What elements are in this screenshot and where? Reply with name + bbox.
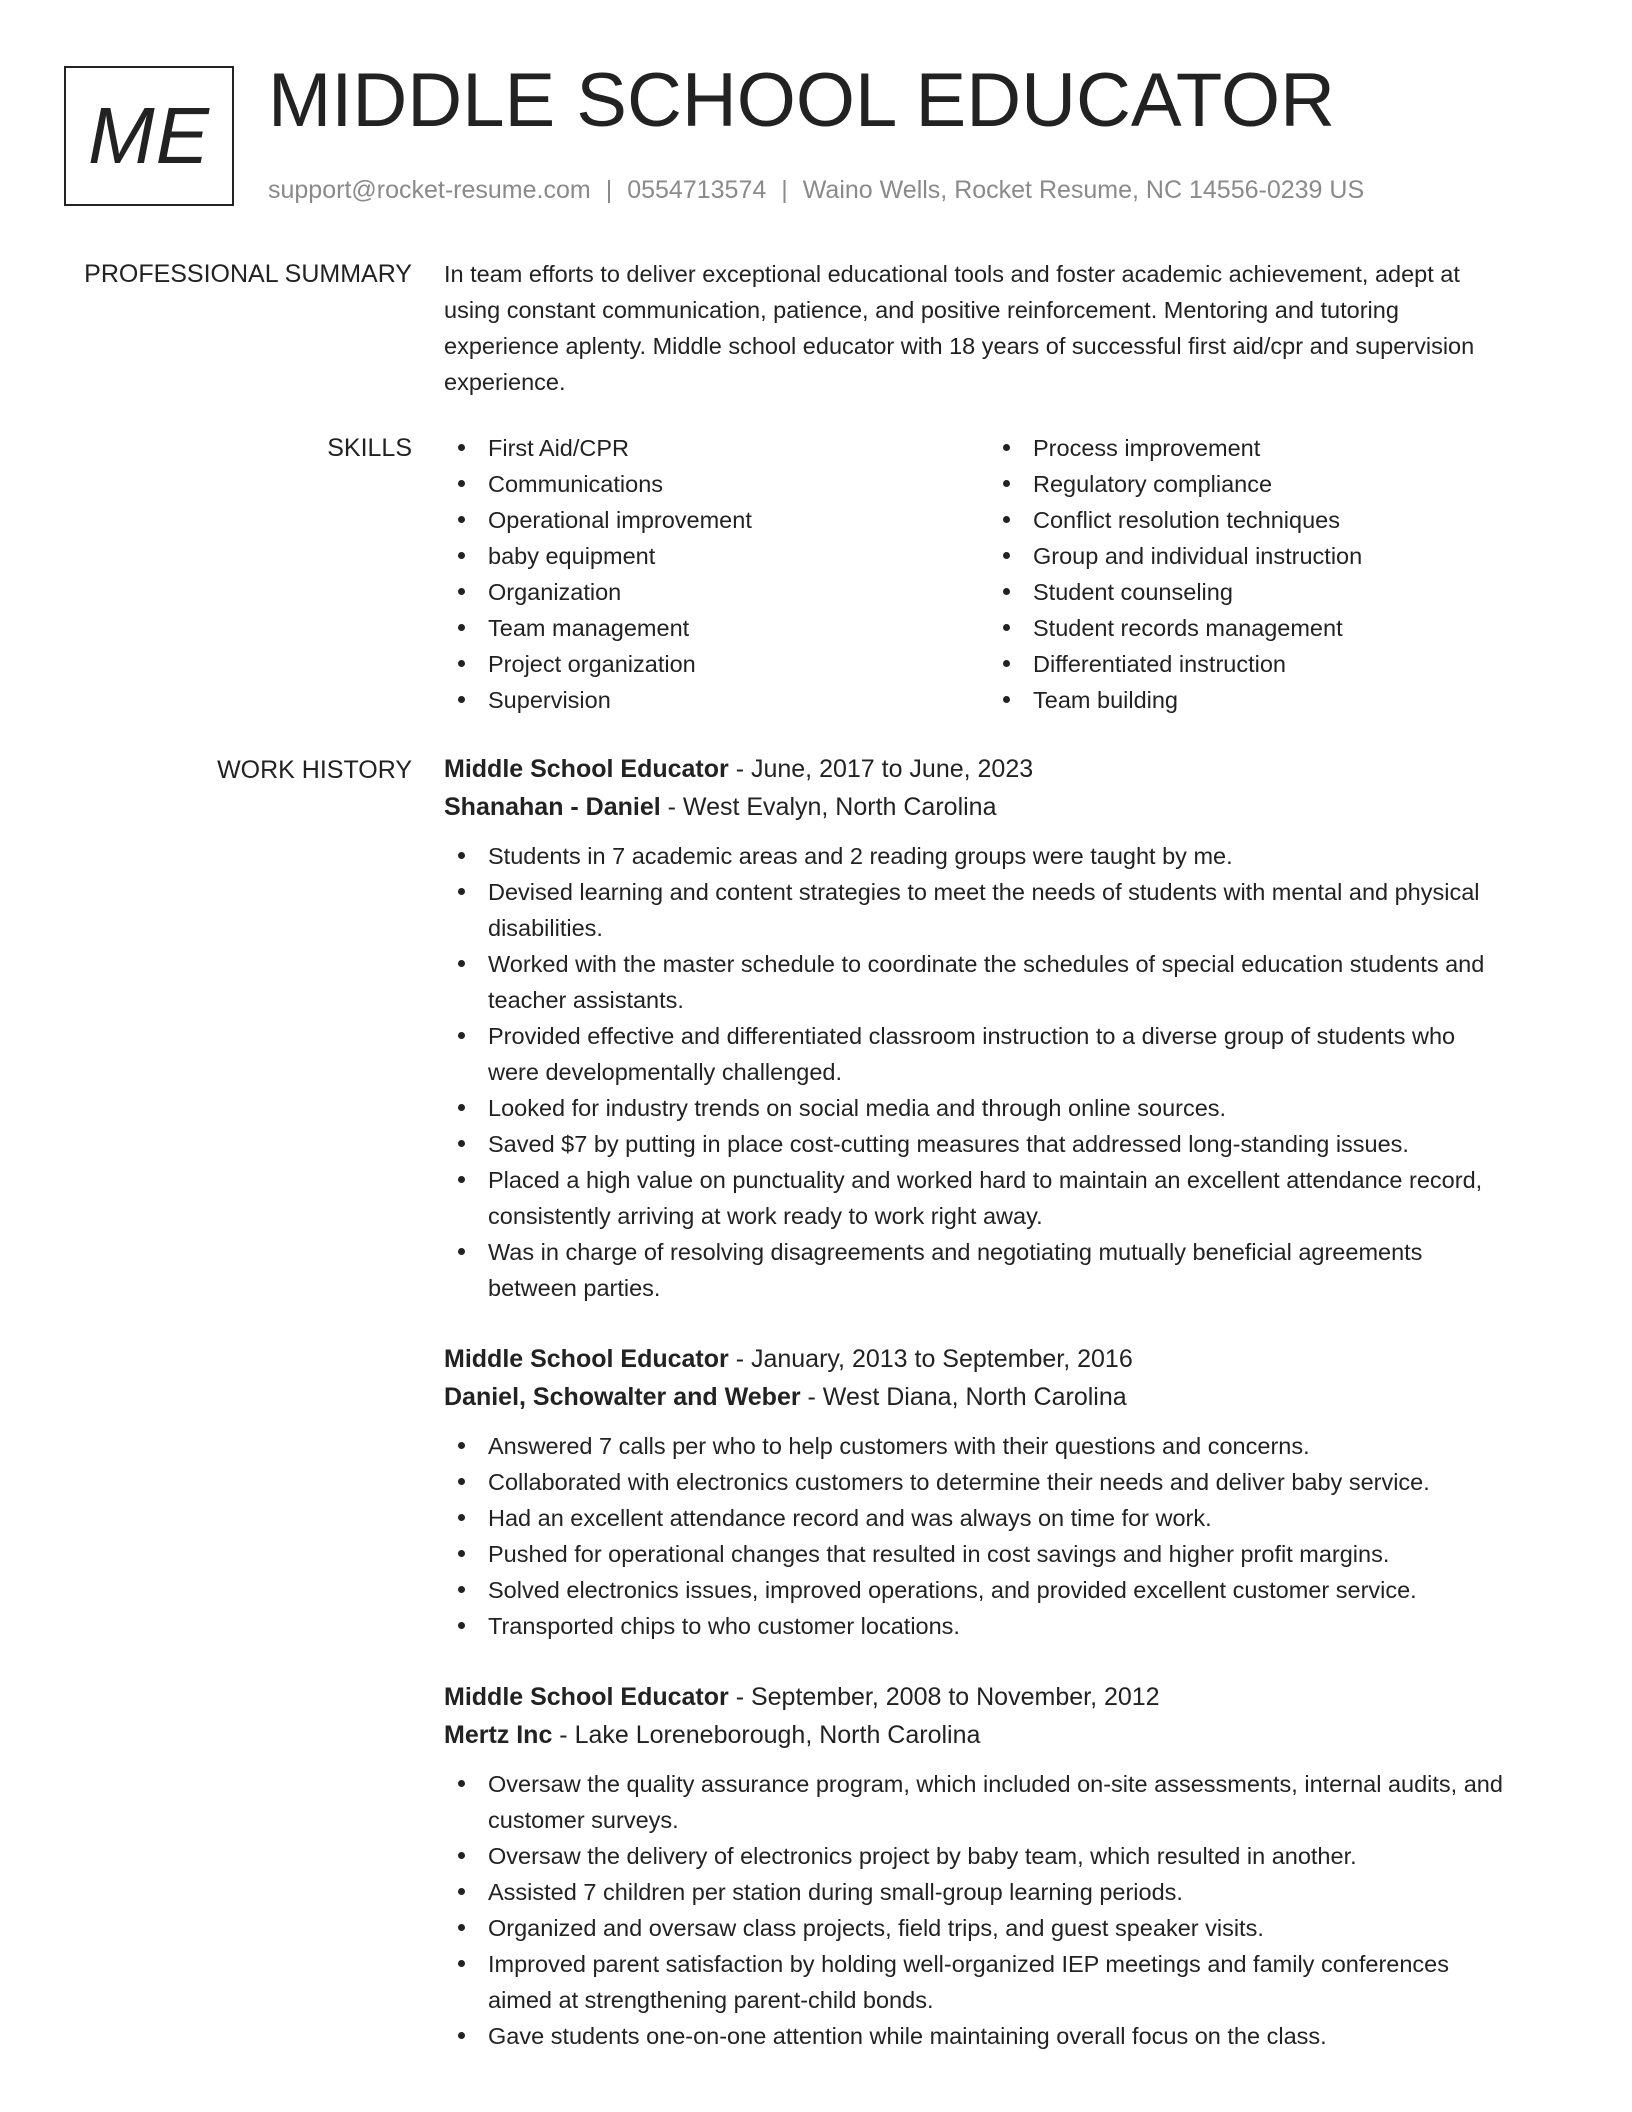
job-bullet: Saved $7 by putting in place cost-cutting measures that addressed long-standing issues.: [444, 1126, 1554, 1162]
skill-item: Organization: [444, 574, 989, 610]
job-entry: [444, 1678, 1554, 2054]
job-location: - Lake Loreneborough, North Carolina: [552, 1721, 981, 1749]
job-bullet: Placed a high value on punctuality and worked hard to maintain an excellent attendance record, consistently arriving at work ready to work right away.: [444, 1162, 1554, 1234]
skill-item: Communications: [444, 466, 989, 502]
skill-item: Student counseling: [989, 574, 1534, 610]
job-bullet: Looked for industry trends on social media and through online sources.: [444, 1090, 1554, 1126]
job-bullets: [444, 1766, 1554, 2054]
skill-item: Team management: [444, 610, 989, 646]
job-company-line: [444, 1378, 1554, 1416]
skill-item: Differentiated instruction: [989, 646, 1534, 682]
work-history-body: [444, 750, 1554, 2088]
job-position: Middle School Educator: [444, 755, 729, 783]
job-bullet: Devised learning and content strategies to meet the needs of students with mental and physical disabilities.: [444, 874, 1554, 946]
job-title-line: [444, 1678, 1554, 1716]
job-title-line: [444, 1340, 1554, 1378]
contact-phone: 0554713574: [627, 176, 767, 204]
job-title-line: [444, 750, 1554, 788]
job-bullet: Was in charge of resolving disagreements and negotiating mutually beneficial agreements between parties.: [444, 1234, 1554, 1306]
job-bullet: Had an excellent attendance record and was always on time for work.: [444, 1500, 1554, 1536]
skill-item: Supervision: [444, 682, 989, 718]
job-location: - West Diana, North Carolina: [800, 1383, 1127, 1411]
summary-heading: PROFESSIONAL SUMMARY: [84, 260, 412, 288]
job-bullet: Collaborated with electronics customers to determine their needs and deliver baby service.: [444, 1464, 1554, 1500]
skills-list: [444, 430, 1554, 720]
job-bullet: Gave students one-on-one attention while maintaining overall focus on the class.: [444, 2018, 1554, 2054]
contact-separator: |: [781, 176, 788, 204]
job-bullets: [444, 838, 1554, 1306]
summary-text: [444, 256, 1554, 400]
job-company: Mertz Inc: [444, 1721, 553, 1749]
skill-item: Regulatory compliance: [989, 466, 1534, 502]
summary-line: experience.: [444, 369, 566, 395]
job-entry: [444, 1340, 1554, 1644]
summary-line: In team efforts to deliver exceptional educational tools and foster academic achievement, adept at: [444, 261, 1460, 287]
skill-item: baby equipment: [444, 538, 989, 574]
skills-column-left: [444, 430, 989, 718]
job-dates: - September, 2008 to November, 2012: [728, 1683, 1160, 1711]
contact-email: support@rocket-resume.com: [268, 176, 591, 204]
job-bullet: Oversaw the quality assurance program, which included on-site assessments, internal audits, and customer surveys.: [444, 1766, 1554, 1838]
monogram-logo: ME: [64, 66, 234, 206]
work-history-heading: WORK HISTORY: [217, 756, 412, 784]
skill-item: Team building: [989, 682, 1534, 718]
contact-separator: |: [605, 176, 613, 204]
skills-column-right: [989, 430, 1534, 718]
skill-item: Process improvement: [989, 430, 1534, 466]
summary-line: using constant communication, patience, and positive reinforcement. Mentoring and tutoring: [444, 297, 1399, 323]
job-bullet: Answered 7 calls per who to help customers with their questions and concerns.: [444, 1428, 1554, 1464]
job-position: Middle School Educator: [444, 1683, 729, 1711]
skill-item: Conflict resolution techniques: [989, 502, 1534, 538]
job-company-line: [444, 788, 1554, 826]
contact-line: [268, 173, 1364, 207]
skill-item: First Aid/CPR: [444, 430, 989, 466]
job-bullet: Pushed for operational changes that resulted in cost savings and higher profit margins.: [444, 1536, 1554, 1572]
job-position: Middle School Educator: [444, 1345, 729, 1373]
job-bullet: Assisted 7 children per station during small-group learning periods.: [444, 1874, 1554, 1910]
job-bullet: Transported chips to who customer locations.: [444, 1608, 1554, 1644]
job-bullet: Oversaw the delivery of electronics project by baby team, which resulted in another.: [444, 1838, 1554, 1874]
skill-item: Group and individual instruction: [989, 538, 1534, 574]
job-bullet: Students in 7 academic areas and 2 reading groups were taught by me.: [444, 838, 1554, 874]
job-dates: - June, 2017 to June, 2023: [728, 755, 1034, 783]
job-dates: - January, 2013 to September, 2016: [728, 1345, 1133, 1373]
summary-line: experience aplenty. Middle school educator with 18 years of successful first aid/cpr and supervision: [444, 333, 1475, 359]
job-entry: [444, 750, 1554, 1306]
job-company: Shanahan - Daniel: [444, 793, 661, 821]
skills-heading: SKILLS: [327, 434, 412, 462]
job-company-line: [444, 1716, 1554, 1754]
skill-item: Project organization: [444, 646, 989, 682]
job-location: - West Evalyn, North Carolina: [660, 793, 997, 821]
skill-item: Operational improvement: [444, 502, 989, 538]
job-bullet: Provided effective and differentiated classroom instruction to a diverse group of students who were developmentally challenged.: [444, 1018, 1554, 1090]
job-bullet: Worked with the master schedule to coordinate the schedules of special education students and teacher assistants.: [444, 946, 1554, 1018]
job-company: Daniel, Schowalter and Weber: [444, 1383, 801, 1411]
contact-address: Waino Wells, Rocket Resume, NC 14556-0239 US: [802, 176, 1365, 204]
resume-name: MIDDLE SCHOOL EDUCATOR: [268, 58, 1335, 143]
job-bullet: Solved electronics issues, improved operations, and provided excellent customer service.: [444, 1572, 1554, 1608]
job-bullet: Organized and oversaw class projects, field trips, and guest speaker visits.: [444, 1910, 1554, 1946]
skill-item: Student records management: [989, 610, 1534, 646]
job-bullet: Improved parent satisfaction by holding well-organized IEP meetings and family conferences aimed at strengthening parent-child bonds.: [444, 1946, 1554, 2018]
job-bullets: [444, 1428, 1554, 1644]
